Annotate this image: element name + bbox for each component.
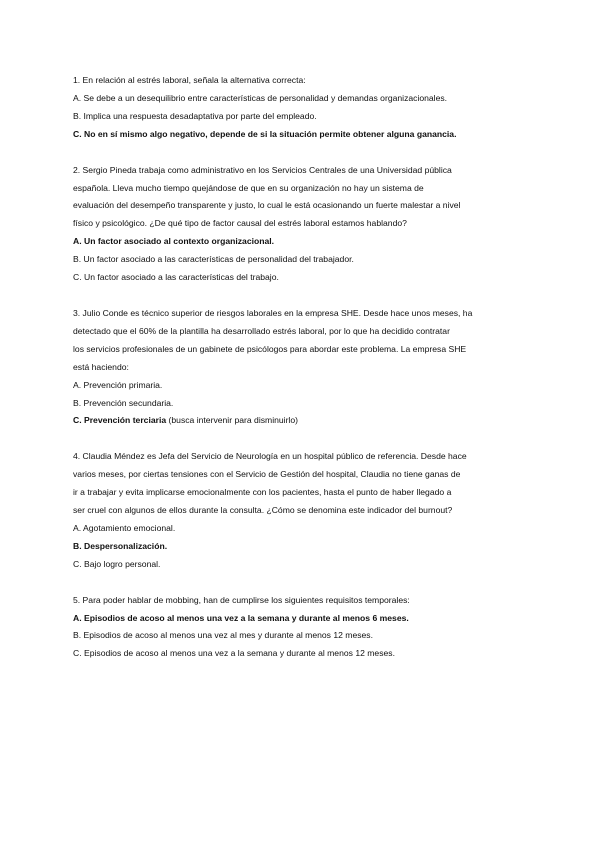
question-stem-line: evaluación del desempeño transparente y justo, lo cual le está ocasionando un fuerte malestar a nivel [73,200,461,211]
question-stem-line: 2. Sergio Pineda trabaja como administrativo en los Servicios Centrales de una Universidad pública [73,164,452,175]
answer-option [73,108,533,126]
question-stem-line: 5. Para poder hablar de mobbing, han de cumplirse los siguientes requisitos temporales: [73,594,410,605]
answer-option-text: B. Un factor asociado a las características de personalidad del trabajador. [73,254,354,265]
answer-option [73,90,533,108]
answer-option-text: A. Se debe a un desequilibrio entre características de personalidad y demandas organizacionales. [73,92,448,103]
answer-option-text: C. Bajo logro personal. [73,558,161,569]
question-stem-line: varios meses, por ciertas tensiones con el Servicio de Gestión del hospital, Claudia no tiene ganas de [73,469,461,480]
question-stem-line: española. Lleva mucho tiempo quejándose de que en su organización no hay un sistema de [73,182,424,193]
answer-option-correct [73,538,533,556]
answer-option-text: A. Un factor asociado al contexto organizacional. [73,236,275,247]
answer-option-text: A. Prevención primaria. [73,379,163,390]
question-1 [73,72,533,144]
answer-option [73,377,533,395]
answer-option-note: (busca intervenir para disminuirlo) [166,415,298,426]
answer-option-text: B. Despersonalización. [73,540,168,551]
answer-option [73,645,533,663]
answer-option [73,395,533,413]
answer-option [73,520,533,538]
answer-option-correct [73,610,533,628]
answer-option [73,627,533,645]
answer-option-text: C. Episodios de acoso al menos una vez a la semana y durante al menos 12 meses. [73,648,395,659]
question-stem-line: físico y psicológico. ¿De qué tipo de factor causal del estrés laboral estamos hablando? [73,218,407,229]
question-stem-line: está haciendo: [73,361,129,372]
answer-option-correct [73,126,533,144]
question-stem-line: ir a trabajar y evita implicarse emocionalmente con los pacientes, hasta el punto de haber llegado a [73,487,452,498]
question-stem-line: 4. Claudia Méndez es Jefa del Servicio de Neurología en un hospital público de referencia. Desde hace [73,451,467,462]
answer-option-text: C. No en sí mismo algo negativo, depende de si la situación permite obtener alguna ganancia. [73,128,457,139]
answer-option-text: C. Un factor asociado a las características del trabajo. [73,272,279,283]
question-4 [73,448,533,573]
answer-option-text: C. Prevención terciaria [73,415,167,426]
question-5 [73,592,533,664]
answer-option-correct [73,233,533,251]
answer-option-correct [73,412,533,430]
answer-option-text: B. Episodios de acoso al menos una vez al mes y durante al menos 12 meses. [73,630,373,641]
question-stem-line: ser cruel con algunos de ellos durante la consulta. ¿Cómo se denomina este indicador del burnout? [73,505,453,516]
answer-option-text: B. Prevención secundaria. [73,397,174,408]
answer-option-text: A. Episodios de acoso al menos una vez a la semana y durante al menos 6 meses. [73,612,409,623]
question-2 [73,162,533,287]
question-stem-line: 1. En relación al estrés laboral, señala la alternativa correcta: [73,75,306,85]
question-stem-line: detectado que el 60% de la plantilla ha desarrollado estrés laboral, por lo que ha decidido contratar [73,325,450,336]
question-stem-line: 3. Julio Conde es técnico superior de riesgos laborales en la empresa SHE. Desde hace unos meses, ha [73,307,473,318]
answer-option-text: A. Agotamiento emocional. [73,522,176,533]
question-3 [73,305,533,430]
answer-option-text: B. Implica una respuesta desadaptativa por parte del empleado. [73,110,317,121]
answer-option [73,251,533,269]
answer-option [73,556,533,574]
answer-option [73,269,533,287]
document-page [73,72,533,681]
question-stem-line: los servicios profesionales de un gabinete de psicólogos para abordar este problema. La empresa SHE [73,343,467,354]
